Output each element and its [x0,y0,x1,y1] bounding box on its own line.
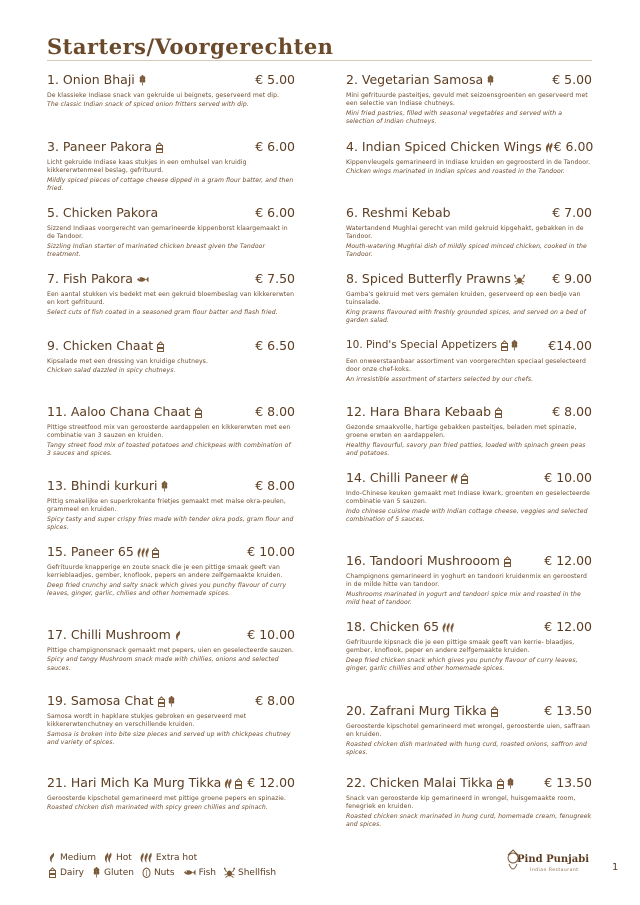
allergen-legend [47,850,283,880]
dairy-icon [494,406,503,417]
dairy-icon [48,867,57,878]
menu-item-name-text: 11. Aaloo Chana Chaat [47,403,191,419]
menu-item-name-text: 1. Onion Bhaji [47,71,135,87]
menu-item-description-english: Healthy flavourful, savory pan fried patties, loaded with spinach green peas and potatoes. [346,441,586,457]
menu-item-name [346,139,554,154]
legend-item-hot [103,852,132,863]
menu-item-name-text: 6. Reshmi Kebab [346,204,451,220]
menu-item-description-dutch: Pittige streetfood mix van geroosterde aardappelen en kikkererwten met een combinatie van 3 sauzen en kruiden. [47,424,291,440]
menu-item-header [346,203,592,221]
menu-item-description-english: Spicy and tangy Mushroom snack made with chillies, onions and selected sauces. [47,656,279,672]
menu-item-icons [513,273,525,284]
legend-item-shellfish [223,867,276,878]
menu-item-name-text: 15. Paneer 65 [47,543,134,559]
menu-item-price: € 6.00 [255,138,295,154]
menu-item-description-dutch: Snack van geroosterde kip gemarineerd in wrongel, huisgemaakte room, fenegriek en kruiden. [346,795,576,811]
menu-item-icons [502,555,512,566]
menu-item-price: € 8.00 [255,403,295,419]
shellfish-icon [514,273,525,284]
menu-item-icons [154,141,164,152]
menu-item-price: € 13.50 [544,702,592,718]
menu-item-name-text: 7. Fish Pakora [47,270,133,286]
legend-item-medium [47,852,96,863]
menu-item-description-dutch: De klassieke Indiase snack van gekruide ui beignets, geserveerd met dip. [47,92,280,99]
menu-item-description-english: Spicy tasty and super crispy fries made with tender okra pods, gram flour and spices. [47,515,294,531]
menu-item-header [346,617,592,635]
extrahot-icon [140,852,153,863]
menu-item-description-english: Roasted chicken dish marinated with hung curd, roasted onions, saffron and spices. [346,740,587,756]
menu-item-header [47,542,295,560]
menu-item [346,617,592,673]
dairy-icon [151,546,160,557]
menu-item-price: € 7.00 [552,204,592,220]
menu-item-icons [489,705,499,716]
menu-item-icons [155,340,165,351]
hot-icon [104,852,113,863]
legend-label: Extra hot [155,852,198,863]
menu-item [346,269,592,325]
menu-item-name [346,72,495,87]
logo-tagline: Indian Restaurant [530,868,579,873]
menu-item-name [47,139,164,154]
menu-item-icons [485,74,495,85]
legend-label: Medium [60,852,96,863]
menu-item-description-english: Samosa is broken into bite size pieces and served up with chickpeas chutney and variety of spices. [47,730,291,746]
dairy-icon [490,705,499,716]
menu-item-name [346,775,515,790]
menu-item-price: € 7.50 [255,270,295,286]
menu-item-description-dutch: Een onweerstaanbaar assortiment van voorgerechten speciaal geselecteerd door onze chef-koks. [346,358,586,374]
menu-item-description-dutch: Een aantal stukken vis bedekt met een gekruid bloembeslag van kikkererwten en kort gefrituurd. [47,291,295,307]
menu-item-header [346,70,592,88]
menu-item-description-english: Mouth-watering Mughlai dish of mildly spiced minced chicken, cooked in the Tandoor. [346,242,587,258]
menu-item-name-text: 16. Tandoori Mushrooom [346,552,500,568]
menu-item-name-text: 14. Chilli Paneer [346,469,448,485]
menu-item-name [47,478,169,493]
medium-icon [174,629,183,640]
menu-item-name [346,404,503,419]
extrahot-icon [137,546,150,557]
menu-item-price: € 8.00 [255,692,295,708]
menu-item [346,773,592,829]
menu-item-header [47,625,295,643]
menu-item-price: € 6.00 [255,204,295,220]
menu-item-description-dutch: Sizzend Indiaas voorgerecht van gemarineerde kippenborst klaargemaakt in de Tandoor. [47,225,288,241]
menu-item-icons [193,406,203,417]
menu-item-price: € 5.00 [255,71,295,87]
menu-item-name [346,339,519,351]
menu-item-name [346,271,525,286]
menu-item-price: € 6.00 [553,138,594,154]
menu-item-name-text: 8. Spiced Butterfly Prawns [346,270,511,286]
legend-label: Dairy [60,867,84,878]
menu-item-price: € 5.00 [552,71,592,87]
legend-row-spice [47,850,283,865]
menu-item-header [47,70,295,88]
fish-icon [136,273,149,284]
menu-item-price: € 12.00 [544,618,592,634]
menu-item-description-dutch: Geroosterde kipschotel gemarineerd met pittige groene pepers en spinazie. [47,795,287,802]
menu-item [47,542,295,598]
menu-item-header [346,701,592,719]
menu-item-name [47,72,147,87]
menu-item-description-dutch: Kipsalade met een dressing van kruidige chutneys. [47,358,208,365]
menu-item [346,551,592,607]
menu-item-price: € 6.50 [255,337,295,353]
menu-item-name-text: 20. Zafrani Murg Tikka [346,702,487,718]
menu-item [47,691,295,747]
menu-item-description-dutch: Pittige champignonsnack gemaakt met pepers, uien en geselecteerde sauzen. [47,647,294,654]
menu-item-header [346,402,592,420]
legend-label: Gluten [103,867,134,878]
menu-item-name-text: 13. Bhindi kurkuri [47,477,158,493]
menu-item-price: € 9.00 [552,270,592,286]
menu-item-name-text: 5. Chicken Pakora [47,204,159,220]
menu-item-header [346,336,592,354]
gluten-icon [486,74,495,85]
dairy-icon [503,555,512,566]
menu-item [346,203,592,259]
menu-item-icons [156,695,176,706]
menu-item-name [47,205,160,220]
menu-item-price: €14.00 [548,337,592,353]
menu-item-header [47,773,295,791]
title-divider [47,60,592,61]
menu-item-name-text: 3. Paneer Pakora [47,138,152,154]
menu-item-header [346,773,592,791]
menu-item [47,70,295,110]
menu-item-name [346,619,455,634]
page-number: 1 [612,862,619,873]
menu-item-icons [223,777,243,788]
legend-item-extrahot [139,852,197,863]
menu-item-icons [441,621,455,632]
legend-label: Fish [198,867,217,878]
menu-item [346,137,592,177]
menu-item-header [47,336,295,354]
menu-item-name [346,470,469,485]
menu-item-description-english: Mushrooms marinated in yogurt and tandoori spice mix and roasted in the mild heat of tandoor. [346,590,581,606]
menu-item-description-dutch: Champignons gemarineerd in yoghurt en tandoori kruidenmix en geroosterd in de milde hitte van tandoor. [346,573,587,589]
legend-item-dairy [47,867,84,878]
menu-item-name-text: 21. Hari Mich Ka Murg Tikka [47,774,222,790]
menu-item-icons [173,629,183,640]
menu-item-description-english: Indo chinese cuisine made with Indian cottage cheese, veggies and selected combination of 5 sauces. [346,507,588,523]
menu-item-header [47,203,295,221]
menu-item-name-text: 18. Chicken 65 [346,618,440,634]
menu-item-name [47,544,160,559]
gluten-icon [92,867,101,878]
menu-item-description-english: Mini fried pastries, filled with seasonal vegetables and served with a selection of Indian chutneys. [346,109,563,125]
menu-item-description-dutch: Licht gekruide Indiase kaas stukjes in een omhulsel van kruidig kikkererwtenmeel beslag, gefrituurd. [47,159,247,175]
menu-item [47,336,295,376]
legend-item-nuts [141,867,175,878]
menu-item-name [47,404,203,419]
menu-item-name [346,205,453,220]
legend-row-allergens [47,865,283,880]
menu-item [346,402,592,458]
menu-item-header [47,476,295,494]
menu-item-description-english: Roasted chicken snack marinated in hung curd, homemade cream, fenugreek and spices. [346,812,592,828]
menu-item-description-english: Chicken wings marinated in Indian spices and roasted in the Tandoor. [346,168,565,176]
menu-item-price: € 12.00 [544,552,592,568]
medium-icon [48,852,57,863]
menu-item-icons [135,273,149,284]
dairy-icon [155,141,164,152]
menu-item-description-english: An irresistible assortment of starters selected by our chefs. [346,375,534,383]
menu-item-price: € 13.50 [544,774,592,790]
legend-label: Nuts [153,867,175,878]
menu-item-name [346,703,499,718]
menu-item [47,476,295,532]
dairy-icon [157,695,166,706]
menu-item-icons [136,546,160,557]
menu-item-description-english: Sizzling Indian starter of marinated chicken breast given the Tandoor treatment. [47,242,266,258]
menu-item-description-dutch: Indo-Chinese keuken gemaakt met Indiase kwark, groenten en geselecteerde combinatie van 5 sauzen. [346,490,590,506]
menu-item-description-dutch: Geroosterde kipschotel gemarineerd met wrongel, geroosterde uien, saffraan en kruiden. [346,723,590,739]
menu-item-description-dutch: Kippenvleugels gemarineerd in Indiase kruiden en gegroosterd in de Tandoor. [346,159,591,166]
dairy-icon [156,340,165,351]
menu-item-icons [159,480,169,491]
gluten-icon [506,777,515,788]
menu-item [47,203,295,259]
menu-item-icons [137,74,147,85]
menu-item-description-dutch: Watertandend Mughlai gerecht van mild gekruid kipgehakt, gebakken in de Tandoor. [346,225,584,241]
menu-item-name-text: 9. Chicken Chaat [47,337,154,353]
menu-item-description-english: Tangy street food mix of toasted potatoes and chickpeas with combination of 3 sauces and spices. [47,441,291,457]
menu-item-description-dutch: Mini gefrituurde pasteitjes, gevuld met seizoensgroenten en geserveerd met een selectie van Indiase chutneys. [346,92,588,108]
menu-item-header [47,691,295,709]
menu-item [346,70,592,126]
legend-item-gluten [91,867,134,878]
dairy-icon [234,777,243,788]
hot-icon [545,141,554,152]
menu-item-description-english: King prawns flavoured with freshly grounded spices, and served on a bed of garden salad. [346,308,586,324]
menu-item [346,336,592,384]
fish-icon [183,867,196,878]
menu-item-description-english: Deep fried chicken snack which gives you punchy flavour of curry leaves, ginger, garlic chillies and other homemade spices. [346,656,578,672]
menu-item-header [346,551,592,569]
menu-item-price: € 10.00 [247,543,295,559]
dairy-icon [500,340,509,351]
menu-item-description-dutch: Gefrituurde knapperige en zoute snack die je een pittige smaak geeft van kerrieblaadjes, gember, knoflook, pepers en andere zelfgemaakte kruiden. [47,564,283,580]
menu-item-price: € 10.00 [247,626,295,642]
menu-item-name-text: 17. Chilli Mushroom [47,626,171,642]
menu-item-header [47,137,295,155]
dairy-icon [460,472,469,483]
menu-item-icons [544,141,554,152]
menu-item-name [346,553,512,568]
menu-item-header [346,137,592,155]
logo-name: Pind Punjabi [517,854,590,865]
legend-item-fish [182,867,216,878]
menu-item-description-dutch: Gamba's gekruid met vers gemalen kruiden, geserveerd op een bedje van tuinsalade. [346,291,581,307]
menu-item-name [47,693,176,708]
shellfish-icon [224,867,235,878]
extrahot-icon [442,621,455,632]
menu-item [47,269,295,317]
menu-item [346,468,592,524]
page-title: Starters/Voorgerechten [47,34,334,59]
hot-icon [224,777,233,788]
nuts-icon [142,867,151,878]
menu-item-description-english: Mildly spiced pieces of cottage cheese dipped in a gram flour batter, and then fried. [47,176,294,192]
menu-item-description-dutch: Samosa wordt in hapklare stukjes gebroken en geserveerd met kikkererwtenchutney en verschillende kruiden. [47,713,247,729]
menu-item-icons [493,406,503,417]
gluten-icon [167,695,176,706]
menu-item-name [47,338,165,353]
dairy-icon [496,777,505,788]
menu-item-description-dutch: Pittig smakelijke en superkrokante frietjes gemaakt met malse okra-peulen, grammeel en kruiden. [47,498,286,514]
gluten-icon [138,74,147,85]
menu-item-name-text: 4. Indian Spiced Chicken Wings [346,138,542,154]
menu-item-header [346,269,592,287]
menu-item-name [47,271,149,286]
hot-icon [450,472,459,483]
menu-item [47,402,295,458]
menu-item-price: € 8.00 [255,477,295,493]
gluten-icon [510,340,519,351]
menu-item-price: € 12.00 [247,774,295,790]
menu-item-description-english: Select cuts of fish coated in a seasoned gram flour batter and flash fried. [47,308,278,316]
menu-item-header [47,269,295,287]
menu-item-icons [495,777,515,788]
gluten-icon [160,480,169,491]
menu-item-description-dutch: Gefrituurde kipsnack die je een pittige smaak geeft van kerrie- blaadjes, gember, knoflook, peper en andere zelfgemaakte kruiden. [346,639,575,655]
menu-item-description-dutch: Gezonde smaakvolle, hartige gebakken pasteitjes, beladen met spinazie, groene erwten en aardappelen. [346,424,577,440]
menu-item-name [47,775,243,790]
menu-item-header [47,402,295,420]
menu-item-header [346,468,592,486]
menu-item-name [47,627,183,642]
menu-item-name-text: 19. Samosa Chat [47,692,154,708]
menu-item-description-english: Deep fried crunchy and salty snack which gives you punchy flavour of curry leaves, ginger, garlic, chilies and other homemade spices. [47,581,287,597]
menu-item [47,625,295,673]
menu-item-price: € 10.00 [544,469,592,485]
dairy-icon [194,406,203,417]
menu-item-description-english: Chicken salad dazzled in spicy chutneys. [47,367,176,375]
menu-item-description-english: Roasted chicken dish marinated with spicy green chillies and spinach. [47,804,268,812]
menu-item [47,137,295,193]
legend-label: Hot [116,852,132,863]
menu-item-name-text: 2. Vegetarian Samosa [346,71,484,87]
menu-item-name-text: 10. Pind's Special Appetizers [346,339,498,351]
menu-item-price: € 8.00 [552,403,592,419]
menu-item [47,773,295,813]
menu-item-icons [449,472,469,483]
menu-item-name-text: 22. Chicken Malai Tikka [346,774,493,790]
menu-item-icons [499,340,519,351]
menu-item [346,701,592,757]
menu-item-name-text: 12. Hara Bhara Kebaab [346,403,492,419]
menu-item-description-english: The classic Indian snack of spiced onion fritters served with dip. [47,101,249,109]
legend-label: Shellfish [238,867,277,878]
